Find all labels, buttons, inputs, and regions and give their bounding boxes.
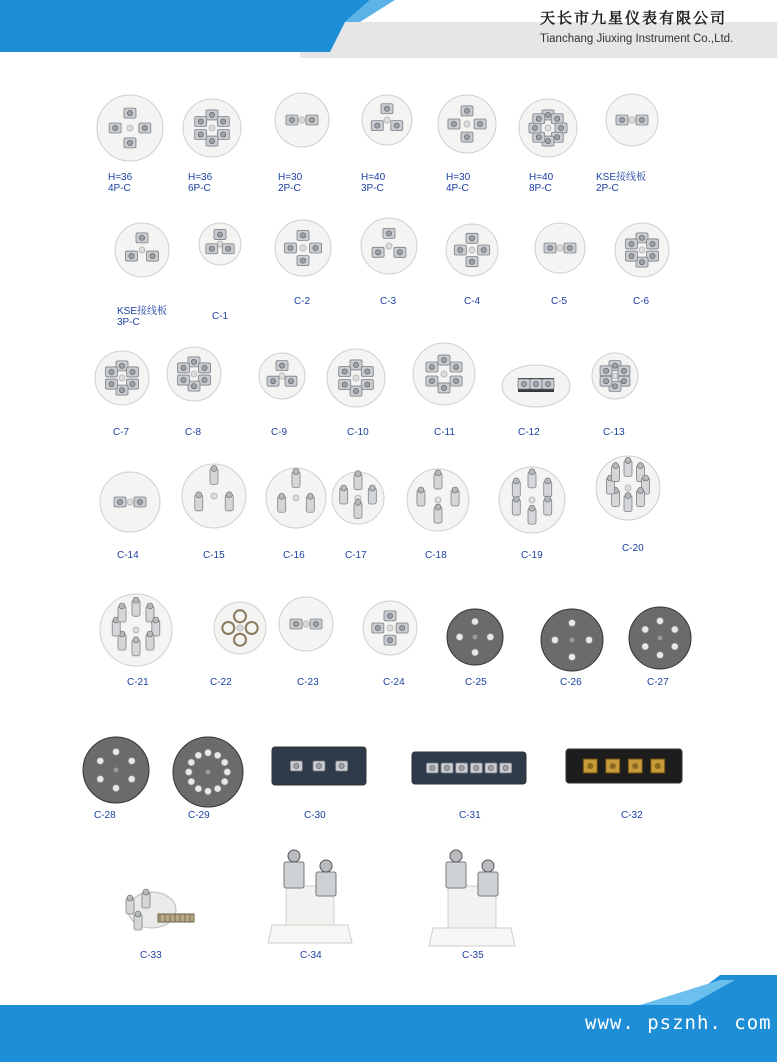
product-label [185, 427, 201, 438]
product-image [250, 351, 314, 401]
product-image [177, 97, 247, 159]
product-image [94, 470, 166, 534]
product-label-line2: 4P-C [446, 183, 469, 194]
product-label [521, 550, 543, 561]
product-image [410, 748, 528, 788]
product-label [345, 550, 367, 561]
terminal-block-2-screw-icon [263, 91, 341, 149]
bakelite-block-6-pin-icon [621, 605, 699, 671]
product-image [598, 92, 666, 148]
product-label [596, 172, 646, 194]
product-label [425, 550, 447, 561]
product-label-line1: C-15 [203, 550, 225, 561]
terminal-block-4-screw-icon [270, 218, 336, 278]
product-label-line1: C-33 [140, 950, 162, 961]
product-image [358, 599, 422, 657]
terminal-block-6-screw-icon [90, 349, 154, 407]
product-label [383, 677, 405, 688]
product-label [462, 950, 484, 961]
product-image [354, 216, 424, 276]
product-image [168, 735, 248, 809]
product-label [621, 810, 643, 821]
terminal-strip-6-way-icon [410, 748, 528, 788]
product-label-line1: C-13 [603, 427, 625, 438]
terminal-strip-3-way-icon [270, 743, 368, 789]
product-label-line1: C-14 [117, 550, 139, 561]
product-label [633, 296, 649, 307]
product-image [525, 221, 595, 275]
product-label [127, 677, 149, 688]
product-label [465, 677, 487, 688]
product-image [497, 465, 567, 535]
product-label [300, 950, 322, 961]
product-label-line1: KSE接线板 [117, 306, 168, 317]
product-label-line1: C-23 [297, 677, 319, 688]
bakelite-block-12-pin-icon [168, 735, 248, 809]
product-image [534, 607, 610, 673]
product-label [518, 427, 540, 438]
product-label [113, 427, 129, 438]
terminal-block-6-screw-icon [163, 345, 225, 403]
product-label-line1: C-9 [271, 427, 288, 438]
terminal-block-4-post-icon [402, 467, 474, 533]
terminal-block-3-screw-icon [354, 216, 424, 276]
product-image [89, 874, 199, 954]
product-image [187, 221, 253, 267]
product-image [587, 351, 643, 401]
terminal-block-2-screw-icon [94, 470, 166, 534]
product-label [140, 950, 162, 961]
terminal-block-4-post-icon [330, 463, 386, 533]
product-label [278, 172, 302, 194]
product-label-line1: H=36 [108, 172, 133, 183]
product-image [264, 841, 356, 951]
product-label-line2: 6P-C [188, 183, 211, 194]
product-image [402, 467, 474, 533]
product-label-line1: C-19 [521, 550, 543, 561]
product-image [517, 95, 579, 161]
product-image [97, 592, 175, 668]
product-label-line1: C-27 [647, 677, 669, 688]
product-image [593, 454, 663, 522]
product-image [270, 743, 368, 789]
product-label-line1: H=30 [446, 172, 471, 183]
product-label-line1: H=40 [361, 172, 386, 183]
product-label [271, 427, 287, 438]
product-label-line1: C-20 [622, 543, 644, 554]
terminal-block-4-screw-icon [94, 93, 166, 163]
terminal-block-2-screw-icon [525, 221, 595, 275]
terminal-block-3-screw-icon [349, 93, 425, 147]
terminal-block-6-screw-icon [322, 347, 390, 409]
company-name-cn: 天长市九星仪表有限公司 [540, 9, 728, 27]
product-image [94, 93, 166, 163]
product-label [297, 677, 319, 688]
terminal-strip-4-way-icon [564, 745, 684, 787]
terminal-block-3-post-icon [261, 466, 331, 530]
product-image [564, 745, 684, 787]
product-label-line1: C-10 [347, 427, 369, 438]
product-label-line1: C-18 [425, 550, 447, 561]
product-image [207, 600, 273, 656]
product-label-line2: 4P-C [108, 183, 131, 194]
product-label [380, 296, 396, 307]
product-image [274, 595, 338, 653]
product-label-line2: 8P-C [529, 183, 552, 194]
terminal-block-6-screw-icon [608, 221, 676, 279]
product-label [434, 427, 455, 438]
product-image [425, 838, 519, 954]
product-label-line1: C-24 [383, 677, 405, 688]
product-image [411, 341, 477, 407]
product-label [459, 810, 481, 821]
product-label [622, 543, 644, 554]
product-image [261, 466, 331, 530]
threaded-terminal-head-icon [89, 874, 199, 954]
product-label-line1: C-5 [551, 296, 568, 307]
product-label-line1: C-16 [283, 550, 305, 561]
terminal-block-2-screw-icon [274, 595, 338, 653]
product-label [188, 810, 210, 821]
terminal-block-3-screw-icon [187, 221, 253, 267]
product-image [270, 218, 336, 278]
bakelite-block-4-pin-icon [437, 607, 513, 667]
terminal-block-8-post-icon [97, 592, 175, 668]
terminal-block-6-screw-icon [587, 351, 643, 401]
product-image [500, 361, 572, 411]
page-header [0, 0, 777, 58]
product-label-line1: C-17 [345, 550, 367, 561]
terminal-block-2-screw-icon [598, 92, 666, 148]
product-label [117, 306, 167, 328]
product-label-line1: C-2 [294, 296, 311, 307]
product-label [551, 296, 567, 307]
terminal-block-6-post-icon [497, 465, 567, 535]
terminal-block-3-screw-icon [108, 221, 176, 279]
product-label-line2: 2P-C [278, 183, 301, 194]
product-image [432, 93, 502, 155]
product-label [294, 296, 310, 307]
product-label [464, 296, 480, 307]
terminal-block-4-screw-icon [432, 93, 502, 155]
terminal-block-2-tall-icon [264, 841, 356, 951]
product-label [210, 677, 232, 688]
product-image [438, 222, 506, 278]
product-label-line1: C-22 [210, 677, 232, 688]
product-image [621, 605, 699, 671]
product-label-line1: C-7 [113, 427, 130, 438]
product-image [437, 607, 513, 667]
product-label [203, 550, 225, 561]
product-label-line1: C-12 [518, 427, 540, 438]
product-label-line2: 2P-C [596, 183, 619, 194]
terminal-block-3-post-icon [178, 462, 250, 530]
product-image [108, 221, 176, 279]
bakelite-block-4-pin-icon [534, 607, 610, 673]
page-footer [0, 975, 777, 1062]
product-label-line1: C-11 [434, 427, 455, 438]
product-label [603, 427, 625, 438]
product-label-line1: KSE接线板 [596, 172, 647, 183]
product-image [608, 221, 676, 279]
product-label [108, 172, 132, 194]
product-label [347, 427, 369, 438]
product-image [322, 347, 390, 409]
product-label-line2: 3P-C [361, 183, 384, 194]
product-label-line2: 3P-C [117, 317, 140, 328]
product-label-line1: C-4 [464, 296, 481, 307]
product-label-line1: C-8 [185, 427, 202, 438]
product-image [90, 349, 154, 407]
product-image [163, 345, 225, 403]
terminal-strip-oval-icon [500, 361, 572, 411]
product-label [647, 677, 669, 688]
product-label-line1: C-3 [380, 296, 397, 307]
product-label-line1: C-32 [621, 810, 643, 821]
product-image [178, 462, 250, 530]
product-label [361, 172, 385, 194]
product-label-line1: C-26 [560, 677, 582, 688]
product-label-line1: C-6 [633, 296, 650, 307]
product-label-line1: C-31 [459, 810, 481, 821]
product-label-line1: C-30 [304, 810, 326, 821]
product-label-line1: C-21 [127, 677, 149, 688]
product-image [349, 93, 425, 147]
product-label [117, 550, 139, 561]
bakelite-block-6-pin-icon [80, 735, 152, 805]
product-image [263, 91, 341, 149]
terminal-block-4-spring-icon [207, 600, 273, 656]
terminal-block-8-post-icon [593, 454, 663, 522]
company-name-en: Tianchang Jiuxing Instrument Co.,Ltd. [540, 33, 734, 45]
terminal-block-6-screw-icon [177, 97, 247, 159]
product-label [283, 550, 305, 561]
terminal-block-6-screw-icon [411, 341, 477, 407]
product-label-line1: C-28 [94, 810, 116, 821]
product-label [212, 311, 228, 322]
product-label-line1: H=40 [529, 172, 554, 183]
product-label [529, 172, 553, 194]
product-label [446, 172, 470, 194]
terminal-block-3-screw-icon [250, 351, 314, 401]
terminal-block-8-screw-icon [517, 95, 579, 161]
product-label-line1: C-1 [212, 311, 229, 322]
product-label [560, 677, 582, 688]
product-label-line1: C-25 [465, 677, 487, 688]
product-label-line1: C-35 [462, 950, 484, 961]
terminal-block-4-screw-icon [358, 599, 422, 657]
product-label [94, 810, 116, 821]
product-label [304, 810, 326, 821]
product-label-line1: H=36 [188, 172, 213, 183]
product-image [330, 463, 386, 533]
terminal-block-2-tall-icon [425, 838, 519, 954]
product-label [188, 172, 212, 194]
terminal-block-4-screw-icon [438, 222, 506, 278]
product-label-line1: C-29 [188, 810, 210, 821]
product-image [80, 735, 152, 805]
product-label-line1: H=30 [278, 172, 303, 183]
website-url[interactable]: www. psznh. com [585, 1012, 772, 1034]
product-label-line1: C-34 [300, 950, 322, 961]
